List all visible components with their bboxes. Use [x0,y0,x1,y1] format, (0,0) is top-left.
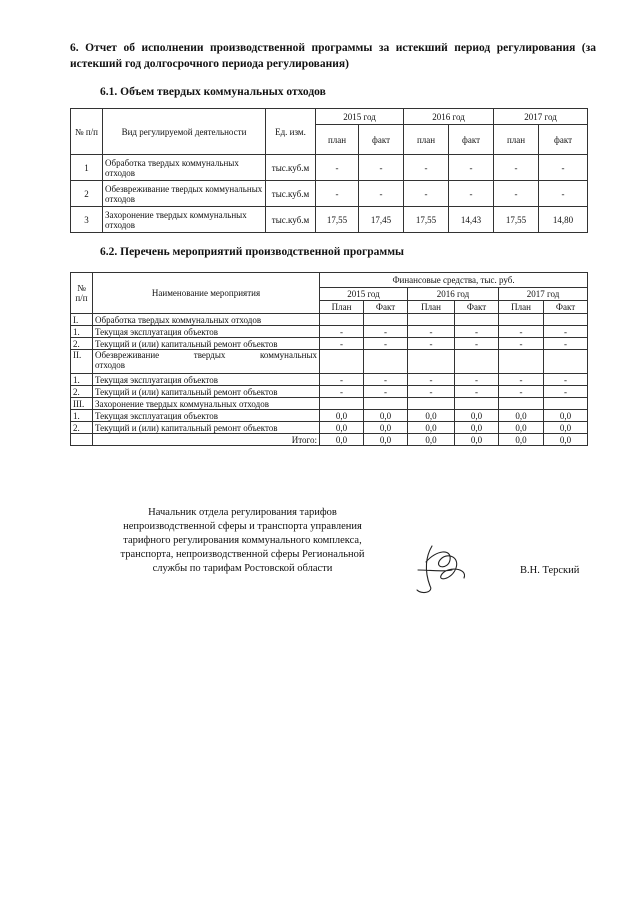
table-row [71,207,588,233]
item-num: 2. [71,338,93,350]
measures-table [70,272,588,446]
value-cell: - [499,386,544,398]
group-num: I. [71,314,93,326]
col-unit-header: Ед. изм. [266,109,316,155]
value-cell: - [359,181,404,207]
row-activity: Обезвреживание твердых коммунальных отходов [103,181,266,207]
row-unit: тыс.куб.м [266,155,316,181]
group-title [93,350,320,374]
signature-icon [412,540,474,598]
value-cell: - [499,374,544,386]
value-cell: - [455,374,499,386]
group-title: Захоронение твердых коммунальных отходов [93,398,320,410]
table-row [71,155,588,181]
value-cell: 0,0 [499,422,544,434]
signer-line: транспорта, непроизводственной сферы Региональной [120,549,365,560]
volume-table [70,108,588,233]
col-activity-header: Вид регулируемой деятельности [103,109,266,155]
value-cell: 0,0 [408,422,455,434]
table-row [71,422,588,434]
value-cell: 0,0 [364,434,408,446]
value-cell: 0,0 [320,422,364,434]
table-row [71,326,588,338]
year-header: 2017 год [494,109,588,125]
item-name: Текущая эксплуатация объектов [93,326,320,338]
section-6-2-title: 6.2. Перечень мероприятий производственной программы [100,246,405,258]
fact-header: Факт [364,301,408,314]
col-num-header: № п/п [71,273,93,314]
item-name: Текущий и (или) капитальный ремонт объектов [93,422,320,434]
value-cell: - [404,155,449,181]
year-header: 2015 год [320,288,408,301]
row-activity: Захоронение твердых коммунальных отходов [103,207,266,233]
signer-line: службы по тарифам Ростовской области [152,563,333,574]
value-cell: - [544,326,588,338]
plan-header: План [499,301,544,314]
value-cell: - [320,374,364,386]
plan-header: план [316,125,359,155]
value-cell: - [544,338,588,350]
value-cell: 17,55 [494,207,539,233]
year-header: 2017 год [499,288,588,301]
group-row [71,314,588,326]
value-cell: 0,0 [408,410,455,422]
plan-header: план [404,125,449,155]
value-cell: - [320,326,364,338]
fact-header: Факт [455,301,499,314]
value-cell: - [494,155,539,181]
col-num-header: № п/п [71,109,103,155]
col-name-header: Наименование мероприятия [93,273,320,314]
fact-header: факт [449,125,494,155]
year-header: 2016 год [408,288,499,301]
fact-header: Факт [544,301,588,314]
table-row [71,338,588,350]
value-cell: - [539,155,588,181]
value-cell: 0,0 [455,422,499,434]
value-cell: - [449,155,494,181]
signer-position [100,506,385,576]
value-cell: - [316,181,359,207]
section-6-1-title: 6.1. Объем твердых коммунальных отходов [100,86,326,98]
group-row [71,398,588,410]
table-row [71,374,588,386]
signer-line: непроизводственной сферы и транспорта управления [123,521,362,532]
value-cell: 17,55 [316,207,359,233]
fact-header: факт [539,125,588,155]
item-num: 1. [71,410,93,422]
value-cell: - [364,374,408,386]
value-cell: - [408,338,455,350]
value-cell: 0,0 [499,434,544,446]
row-num: 2 [71,181,103,207]
row-num: 3 [71,207,103,233]
value-cell: - [499,326,544,338]
plan-header: план [494,125,539,155]
group-title: Обработка твердых коммунальных отходов [93,314,320,326]
row-activity: Обработка твердых коммунальных отходов [103,155,266,181]
value-cell: 17,55 [404,207,449,233]
value-cell: - [499,338,544,350]
group-row [71,350,588,374]
value-cell: 0,0 [544,410,588,422]
value-cell: 0,0 [364,410,408,422]
total-row [71,434,588,446]
value-cell: - [408,374,455,386]
value-cell: - [364,386,408,398]
item-num: 2. [71,422,93,434]
row-num: 1 [71,155,103,181]
value-cell: 14,43 [449,207,494,233]
table-row [71,386,588,398]
item-name: Текущий и (или) капитальный ремонт объектов [93,338,320,350]
plan-header: План [320,301,364,314]
signer-line: Начальник отдела регулирования тарифов [148,507,337,518]
value-cell: - [455,338,499,350]
value-cell: 0,0 [544,422,588,434]
value-cell: 0,0 [408,434,455,446]
value-cell: - [320,386,364,398]
value-cell: 17,45 [359,207,404,233]
value-cell: 0,0 [544,434,588,446]
value-cell: - [544,386,588,398]
value-cell: - [455,386,499,398]
row-unit: тыс.куб.м [266,207,316,233]
item-name: Текущая эксплуатация объектов [93,374,320,386]
fact-header: факт [359,125,404,155]
year-header: 2016 год [404,109,494,125]
group-title-line: отходов [95,360,126,370]
signer-line: тарифного регулирования коммунального комплекса, [123,535,362,546]
finance-header: Финансовые средства, тыс. руб. [320,273,588,288]
value-cell: - [320,338,364,350]
value-cell: 0,0 [320,434,364,446]
item-num: 1. [71,374,93,386]
value-cell: 14,80 [539,207,588,233]
value-cell: - [404,181,449,207]
item-num: 1. [71,326,93,338]
value-cell: - [316,155,359,181]
item-name: Текущая эксплуатация объектов [93,410,320,422]
value-cell: 0,0 [364,422,408,434]
group-title-line: Обезвреживание твердых коммунальных [95,350,317,360]
item-name: Текущий и (или) капитальный ремонт объектов [93,386,320,398]
value-cell: - [449,181,494,207]
row-unit: тыс.куб.м [266,181,316,207]
value-cell: - [494,181,539,207]
value-cell: - [455,326,499,338]
value-cell: - [408,386,455,398]
year-header: 2015 год [316,109,404,125]
table-row [71,410,588,422]
item-num: 2. [71,386,93,398]
value-cell: 0,0 [455,434,499,446]
value-cell: - [539,181,588,207]
signer-name: В.Н. Терский [520,565,580,576]
value-cell: - [544,374,588,386]
total-label: Итого: [93,434,320,446]
value-cell: 0,0 [320,410,364,422]
value-cell: - [364,338,408,350]
value-cell: 0,0 [499,410,544,422]
group-num: III. [71,398,93,410]
value-cell: - [408,326,455,338]
plan-header: План [408,301,455,314]
section-heading: 6. Отчет об исполнении производственной программы за истекший период регулирования (за истекший год долгосрочного периода регулирования) [70,42,596,70]
table-row [71,181,588,207]
value-cell: - [364,326,408,338]
value-cell: 0,0 [455,410,499,422]
value-cell: - [359,155,404,181]
group-num: II. [71,350,93,374]
